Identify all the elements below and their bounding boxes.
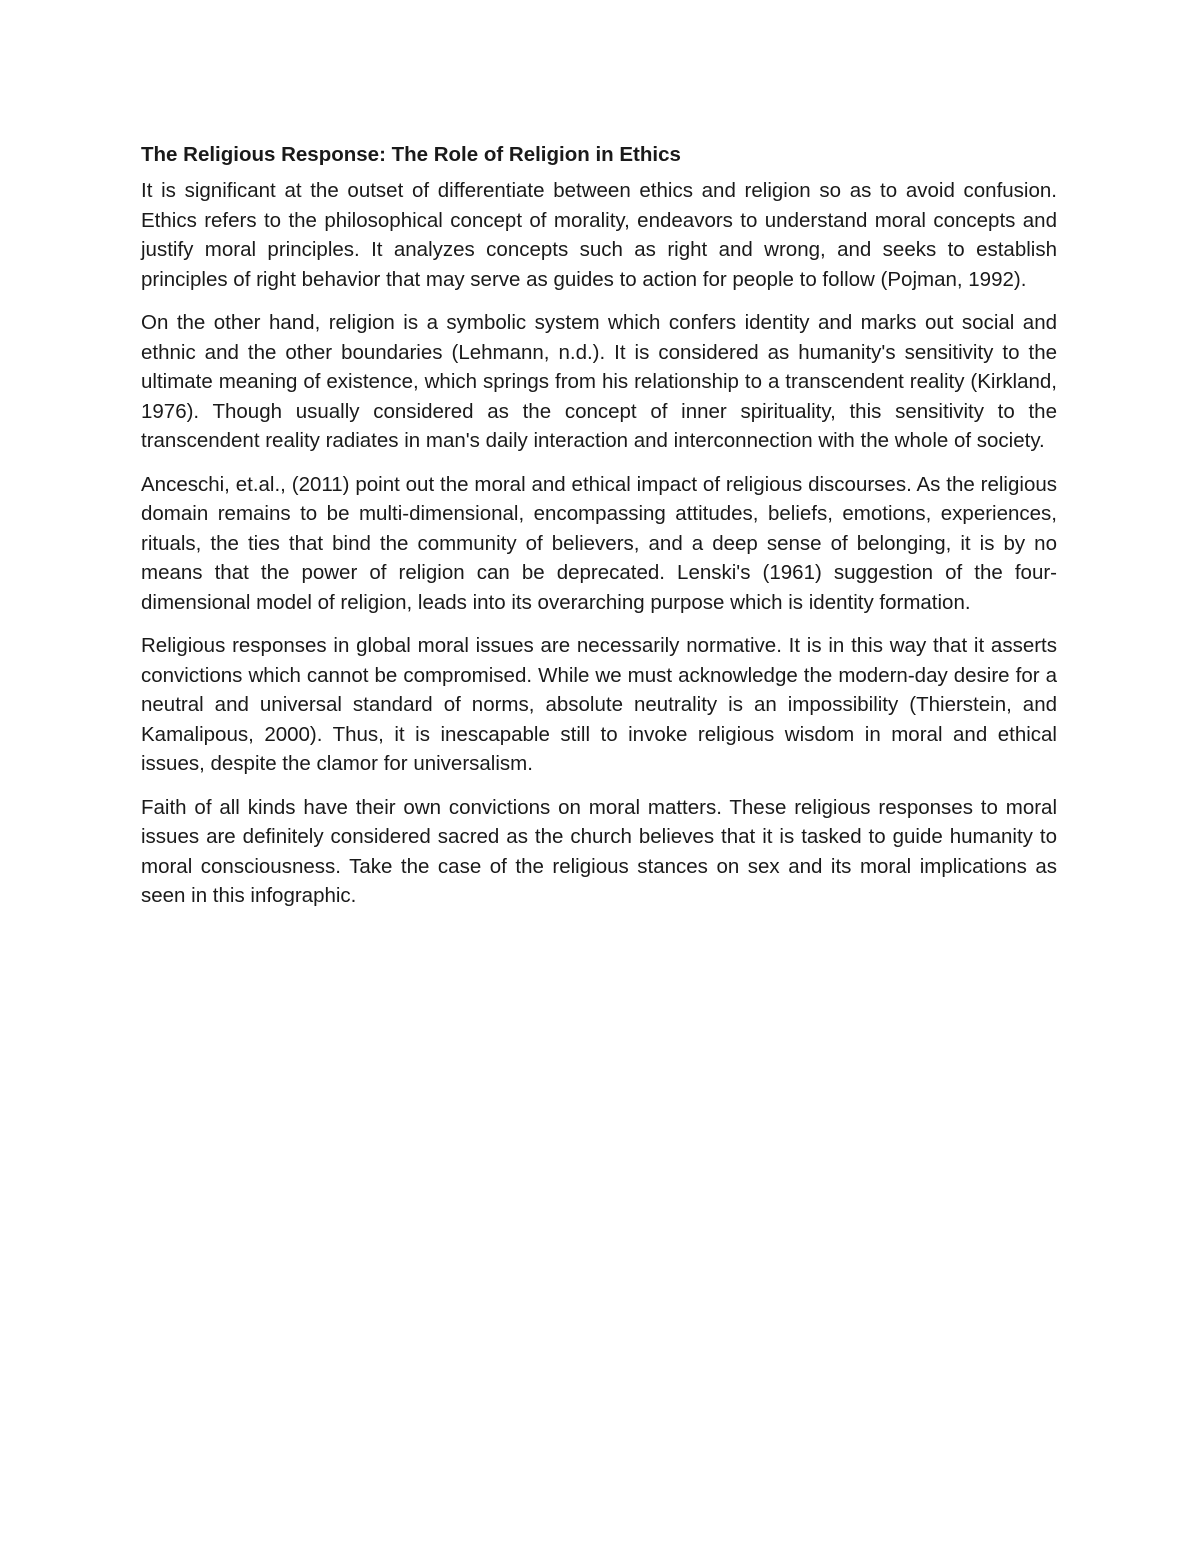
- paragraph-3: Anceschi, et.al., (2011) point out the moral and ethical impact of religious discourses. As the religious domain remains to be multi-dimensional, encompassing attitudes, beliefs, emotions, experiences, rituals, the ties that bind the community of believers, and a deep sense of belonging, it is by no means that the power of religion can be deprecated. Lenski's (1961) suggestion of the four-dimensional model of religion, leads into its overarching purpose which is identity formation.: [141, 472, 1057, 614]
- document-title: The Religious Response: The Role of Religion in Ethics: [141, 143, 681, 166]
- document-page: [141, 140, 1057, 925]
- paragraph-1: It is significant at the outset of differentiate between ethics and religion so as to avoid confusion. Ethics refers to the philosophical concept of morality, endeavors to understand moral concepts and justify moral principles. It analyzes concepts such as right and wrong, and seeks to establish principles of right behavior that may serve as guides to action for people to follow (Pojman, 1992).: [141, 179, 1057, 291]
- paragraph-4: Religious responses in global moral issues are necessarily normative. It is in this way that it asserts convictions which cannot be compromised. While we must acknowledge the modern-day desire for a neutral and universal standard of norms, absolute neutrality is an impossibility (Thierstein, and Kamalipous, 2000). Thus, it is inescapable still to invoke religious wisdom in moral and ethical issues, despite the clamor for universalism.: [141, 634, 1057, 775]
- paragraph-5: Faith of all kinds have their own convictions on moral matters. These religious responses to moral issues are definitely considered sacred as the church believes that it is tasked to guide humanity to moral consciousness. Take the case of the religious stances on sex and its moral implications as seen in this infographic.: [141, 795, 1057, 907]
- paragraph-2: On the other hand, religion is a symbolic system which confers identity and marks out social and ethnic and the other boundaries (Lehmann, n.d.). It is considered as humanity's sensitivity to the ultimate meaning of existence, which springs from his relationship to a transcendent reality (Kirkland, 1976). Though usually considered as the concept of inner spirituality, this sensitivity to the transcendent reality radiates in man's daily interaction and interconnection with the whole of society.: [141, 311, 1057, 452]
